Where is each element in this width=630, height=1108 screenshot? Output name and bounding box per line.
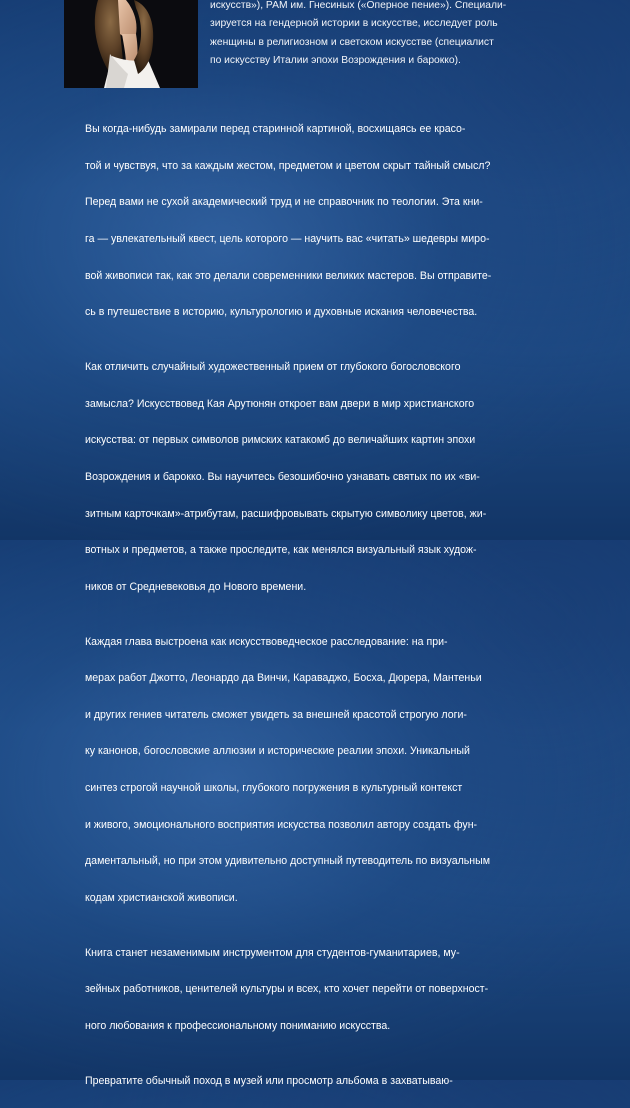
paragraph-chapters <box>65 614 515 925</box>
text-line: зейных работников, ценителей культуры и всех, кто хочет перейти от поверхност- <box>85 983 489 996</box>
text-line: Книга станет незаменимым инструментом для студентов-гуманитариев, му- <box>85 946 460 959</box>
text-line: Вы когда-нибудь замирали перед старинной картиной, восхищаясь ее красо- <box>85 123 466 136</box>
text-line: даментальный, но при этом удивительно доступный путеводитель по визуальным <box>85 855 491 868</box>
text-line: зитным карточкам»-атрибутам, расшифровывать скрытую символику цветов, жи- <box>85 507 487 520</box>
author-photo <box>64 0 198 88</box>
text-line: той и чувствуя, что за каждым жестом, предметом и цветом скрыт тайный смысл? <box>85 159 491 172</box>
author-bio <box>210 0 620 70</box>
text-line: синтез строгой научной школы, глубокого погружения в культурный контекст <box>85 781 463 794</box>
text-line: сь в путешествие в историю, культурологию и духовные искания человечества. <box>85 306 478 319</box>
paragraph-question <box>65 340 515 614</box>
text-line: ку канонов, богословские аллюзии и исторические реалии эпохи. Уникальный <box>85 745 470 758</box>
text-line: и других гениев читатель сможет увидеть за внешней красотой строгую логи- <box>85 708 467 721</box>
author-portrait-image <box>64 0 198 88</box>
bio-line: зируется на гендерной истории в искусстве, исследует роль <box>210 18 498 30</box>
book-description <box>65 102 515 1108</box>
text-line: Каждая глава выстроена как искусствоведческое расследование: на при- <box>85 635 448 648</box>
paragraph-closing <box>65 1053 515 1108</box>
text-line: вотных и предметов, а также проследите, как менялся визуальный язык худож- <box>85 544 477 557</box>
author-bio-text <box>210 0 620 70</box>
paragraph-audience <box>65 925 515 1053</box>
text-line: Перед вами не сухой академический труд и не справочник по теологии. Эта кни- <box>85 196 483 209</box>
bio-line: искусств»), РАМ им. Гнесиных («Оперное пение»). Специали- <box>210 0 507 11</box>
text-line: Как отличить случайный художественный прием от глубокого богословского <box>85 361 461 374</box>
text-line: вой живописи так, как это делали современники великих мастеров. Вы отправите- <box>85 269 492 282</box>
text-line: искусства: от первых символов римских катакомб до величайших картин эпохи <box>85 434 476 447</box>
text-line: замысла? Искусствовед Кая Арутюнян откроет вам двери в мир христианского <box>85 397 475 410</box>
text-line: га — увлекательный квест, цель которого — научить вас «читать» шедевры миро- <box>85 233 490 246</box>
text-line: и живого, эмоционального восприятия искусства позволил автору создать фун- <box>85 818 478 831</box>
text-line: мерах работ Джотто, Леонардо да Винчи, Караваджо, Босха, Дюрера, Мантеньи <box>85 672 482 685</box>
bio-line: женщины в религиозном и светском искусстве (специалист <box>210 36 494 48</box>
text-line: ного любования к профессиональному пониманию искусства. <box>85 1019 391 1032</box>
bio-line: по искусству Италии эпохи Возрождения и барокко). <box>210 54 461 66</box>
paragraph-intro <box>65 102 515 340</box>
text-line: ников от Средневековья до Нового времени. <box>85 580 307 593</box>
text-line: кодам христианской живописи. <box>85 891 238 904</box>
text-line: Превратите обычный поход в музей или просмотр альбома в захватываю- <box>85 1074 453 1087</box>
text-line: Возрождения и барокко. Вы научитесь безошибочно узнавать святых по их «ви- <box>85 470 480 483</box>
